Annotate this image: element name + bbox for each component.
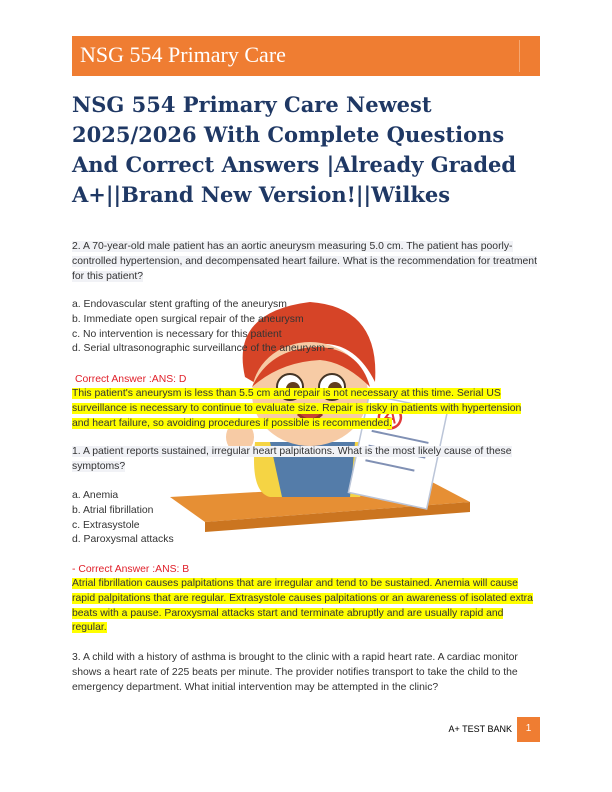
question-stem: 1. A patient reports sustained, irregular heart palpitations. What is the most likely cause of these symptoms? [72,446,512,472]
footer-label: A+ TEST BANK [448,724,512,734]
answer-rationale: This patient's aneurysm is less than 5.5 cm and repair is not necessary at this time. Serial US surveillance is necessary to continue to evaluate size. Repair is risky in patients with hypertension and heart failure, so avoiding procedures if possible is recommended. [72,388,522,429]
header-banner [72,36,540,76]
question-stem: 3. A child with a history of asthma is brought to the clinic with a rapid heart rate. A cardiac monitor shows a heart rate of 225 beats per minute. The provider notifies transport to take the child to the emergency department. What initial intervention may be attempted in the clinic? [72,652,518,693]
page-number: 1 [525,723,532,734]
question-stem: 2. A 70-year-old male patient has an aortic aneurysm measuring 5.0 cm. The patient has poorly-controlled hypertension, and decompensated heart failure. What is the recommendation for treatment for this patient? [72,241,537,282]
answer-rationale: Atrial fibrillation causes palpitations that are irregular and tend to be sustained. Anemia will cause rapid palpitations that are regular. Extrasystole causes palpitations or an awareness of isolated extra beats with a pause. Paroxysmal attacks start and terminate abruptly and are usually rapid and regular. [72,578,533,634]
correct-answer-label: - Correct Answer :ANS: B [72,564,190,575]
option-item: b. Atrial fibrillation [72,504,154,516]
option-item: d. Paroxysmal attacks [72,534,174,546]
option-item: c. No intervention is necessary for this patient [72,328,282,340]
page-number-badge [517,717,540,742]
correct-answer-label: Correct Answer :ANS: D [75,374,187,385]
option-item: d. Serial ultrasonographic surveillance of the aneurysm – [72,343,334,355]
option-item: a. Endovascular stent grafting of the aneurysm [72,299,287,310]
document-title: NSG 554 Primary Care Newest 2025/2026 With Complete Questions And Correct Answers |Already Graded A+||Brand New Version!||Wilkes [72,92,517,207]
option-item: c. Extrasystole [72,519,140,531]
option-list [72,298,540,357]
option-list [72,489,540,548]
option-item: a. Anemia [72,490,119,501]
banner-title: NSG 554 Primary Care [80,42,286,67]
banner-divider [519,40,520,72]
option-item: b. Immediate open surgical repair of the aneurysm [72,313,304,325]
